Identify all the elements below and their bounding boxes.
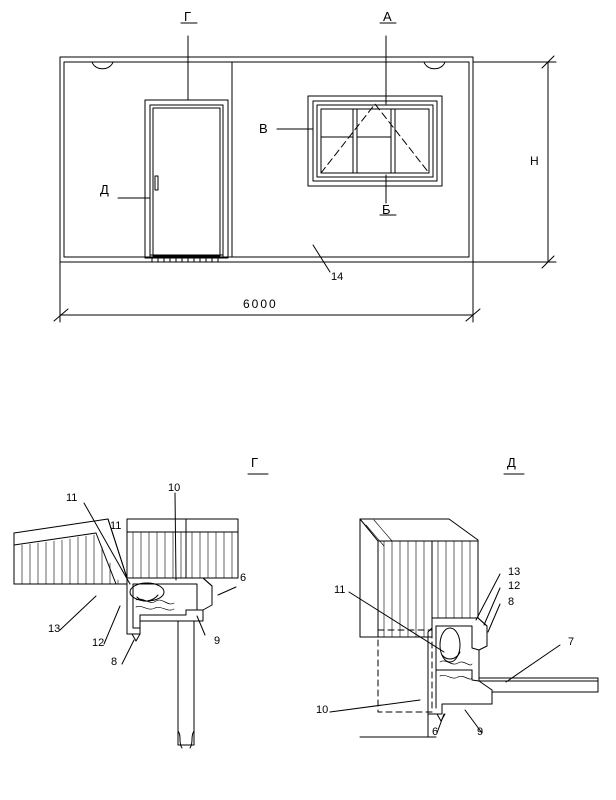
dimension-width (54, 262, 480, 322)
detail-g-wall-hatch (22, 535, 118, 584)
marker-g-top: Г (184, 9, 192, 24)
detail-g-label-13: 13 (48, 623, 61, 635)
detail-g-title: Г (251, 455, 259, 470)
lifting-loops (92, 62, 445, 69)
detail-d-upper-block (360, 519, 478, 637)
detail-d-label-8: 8 (508, 596, 515, 608)
detail-g-label-9: 9 (214, 635, 221, 647)
detail-g-upper-slab (127, 519, 238, 578)
leader-line-14 (313, 245, 330, 272)
dimension-height (473, 56, 556, 268)
detail-g-fastener (132, 634, 140, 641)
dimension-height-label: H (530, 154, 541, 168)
detail-g-frame-profile (127, 578, 212, 634)
detail-d-sill (479, 678, 598, 704)
detail-d-seal-ellipse (440, 628, 460, 662)
detail-d-dashed-opening (378, 630, 432, 712)
detail-g-upper-slab-hatch (133, 532, 232, 578)
marker-v-left: В (259, 121, 268, 136)
door-opening (145, 100, 228, 262)
detail-g-label-8: 8 (111, 656, 118, 668)
marker-a-top: А (383, 9, 392, 24)
detail-d-hatch (366, 520, 470, 637)
window-opening-sash-direction (321, 104, 429, 173)
detail-d-label-9: 9 (477, 726, 484, 738)
detail-d-label-7: 7 (568, 636, 575, 648)
detail-d-frame-profile (428, 618, 492, 714)
detail-g-label-11b: 11 (110, 520, 122, 532)
detail-g-seal-ellipse (130, 583, 164, 601)
detail-g-mullion (178, 621, 194, 748)
detail-g-label-10: 10 (168, 482, 181, 494)
detail-g-label-11: 11 (66, 492, 78, 504)
detail-g-label-6: 6 (240, 572, 247, 584)
detail-d-bottom-edge (360, 714, 439, 738)
detail-d-label-12: 12 (508, 580, 521, 592)
detail-g-label-12: 12 (92, 637, 105, 649)
detail-d-label-11: 11 (334, 584, 346, 596)
elevation-panel-outline (60, 57, 473, 262)
window-opening (308, 96, 442, 186)
detail-d-label-13: 13 (508, 566, 521, 578)
marker-b-bottom: Б (382, 202, 391, 217)
dimension-width-label: 6000 (243, 297, 278, 311)
detail-d-title: Д (507, 455, 516, 470)
leader-14-label: 14 (331, 271, 344, 283)
detail-d-label-6: 6 (432, 726, 439, 738)
detail-d-leaders (330, 574, 598, 733)
marker-d-left: Д (100, 182, 109, 197)
marker-a-leader (380, 23, 396, 104)
detail-d-label-10: 10 (316, 704, 329, 716)
